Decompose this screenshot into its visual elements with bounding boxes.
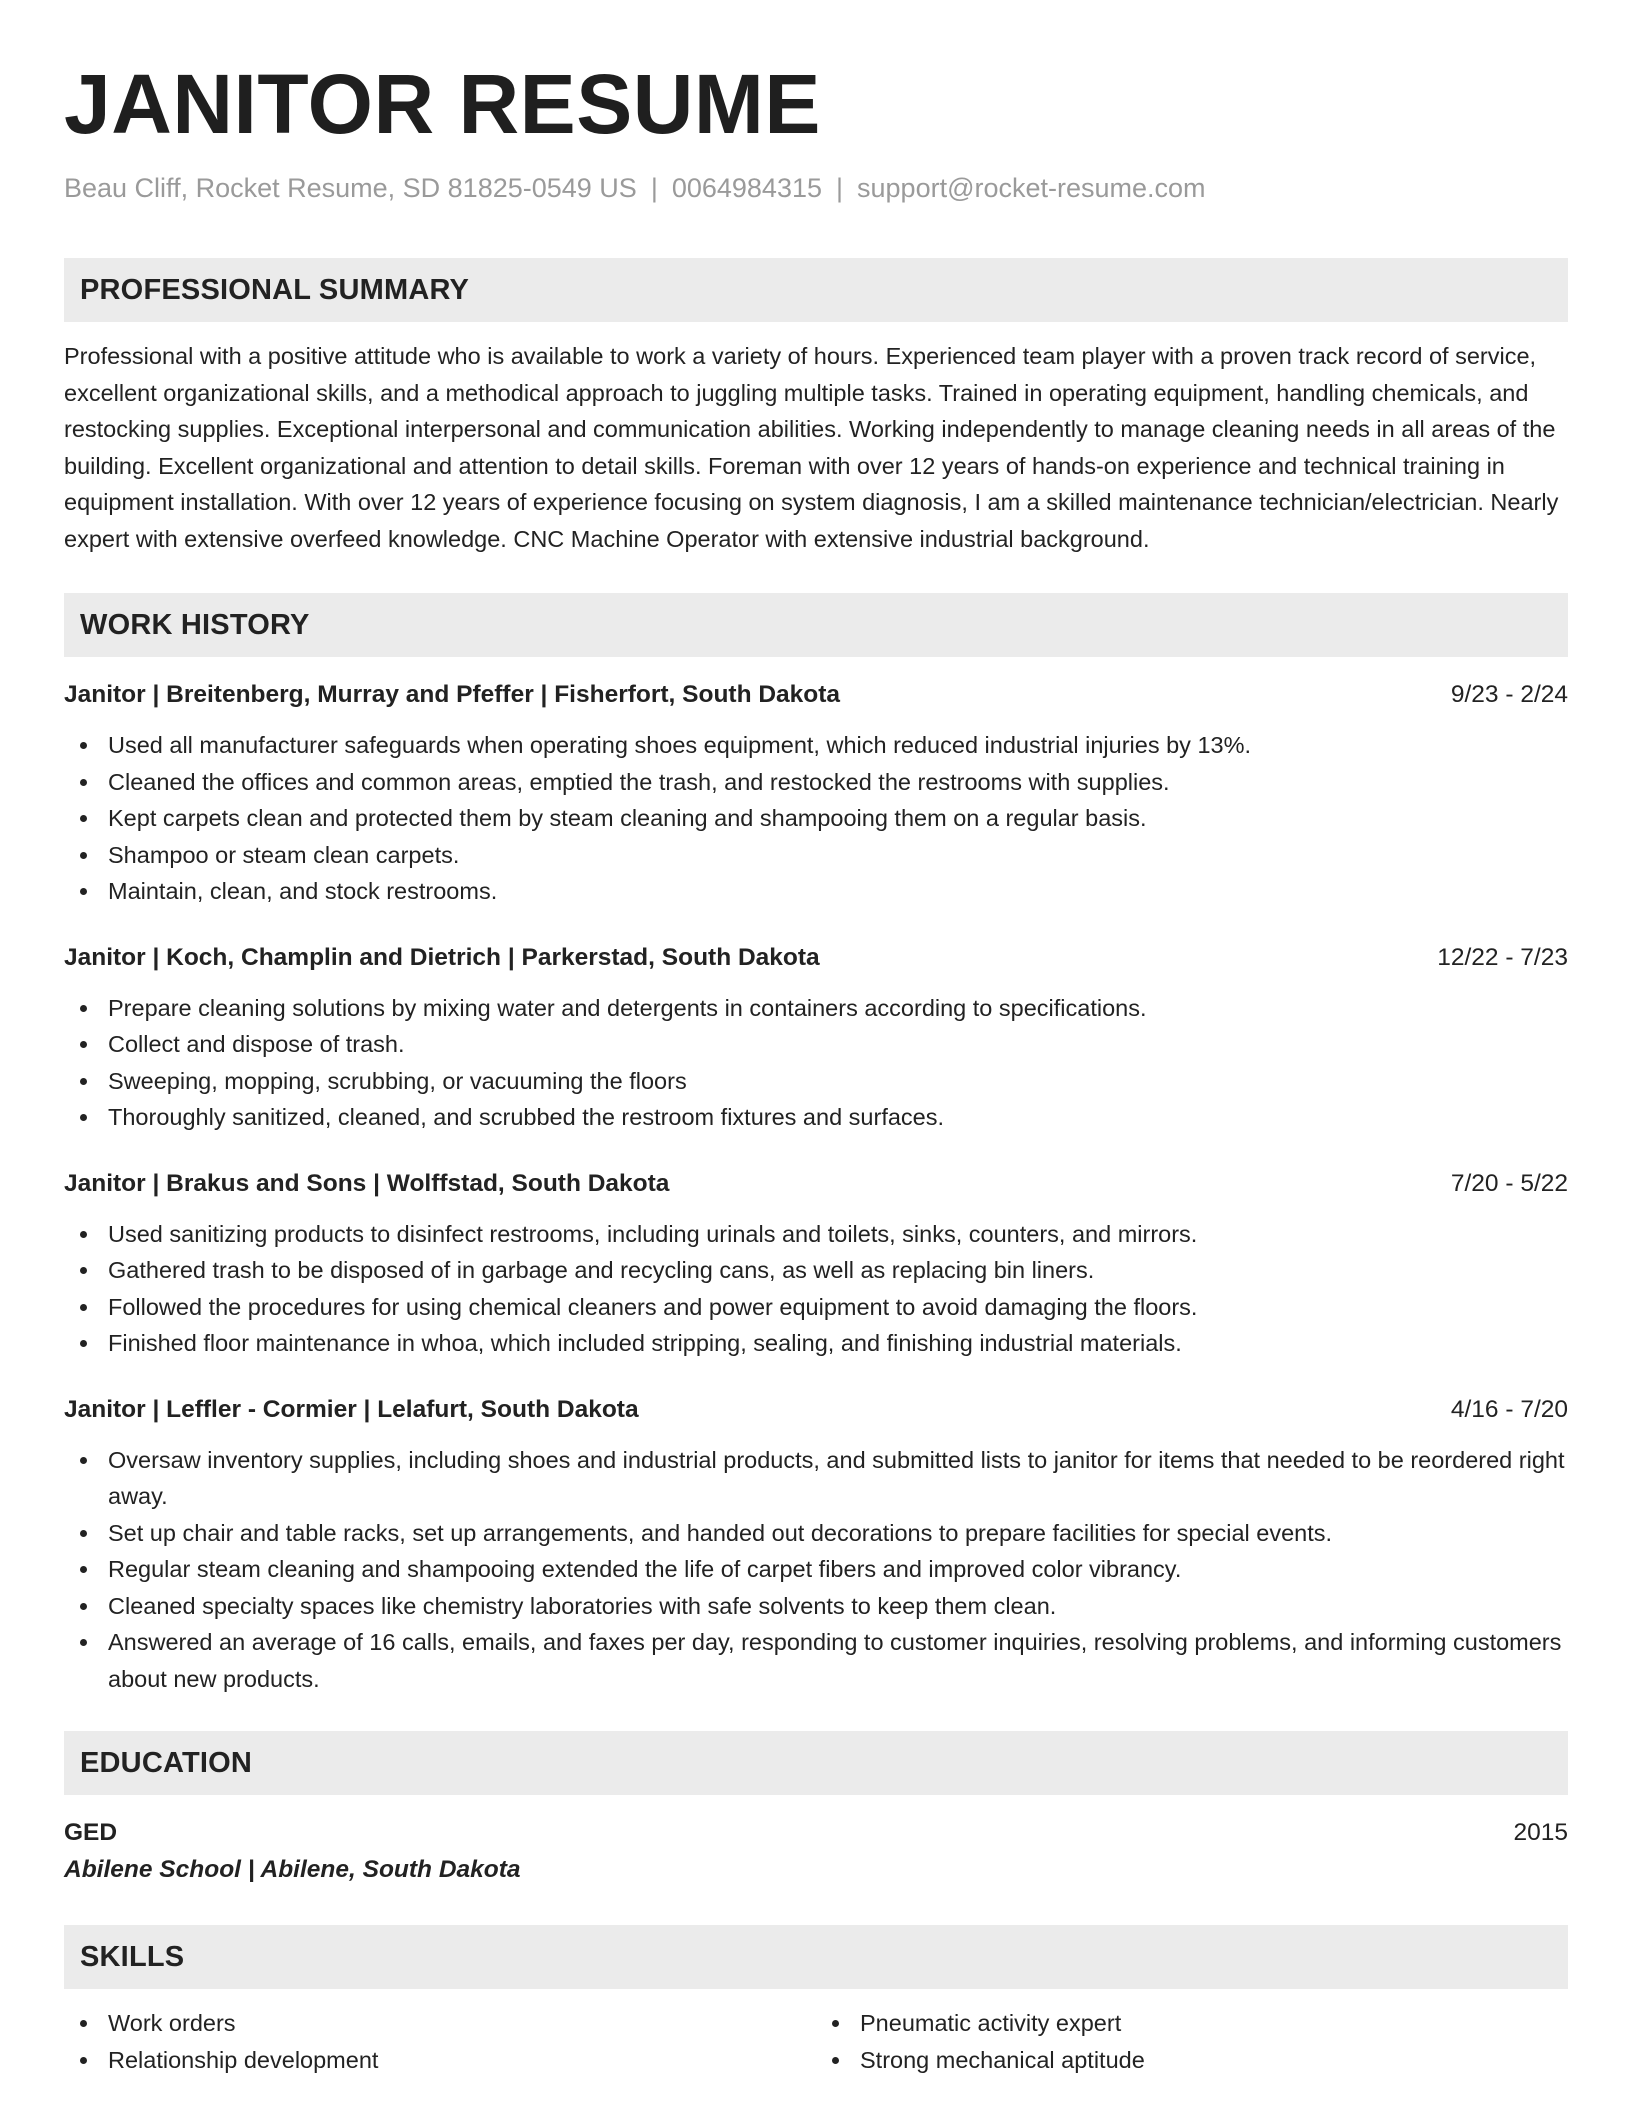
list-item: Thoroughly sanitized, cleaned, and scrubbed the restroom fixtures and surfaces. — [64, 1099, 1568, 1136]
summary-text: Professional with a positive attitude who is available to work a variety of hours. Experienced team player with a proven track record of service, excellent organizational skills, and a methodical approach to juggling multiple tasks. Trained in operating equipment, handling chemicals, and restocking supplies. Exceptional interpersonal and communication abilities. Working independently to manage cleaning needs in all areas of the building. Excellent organizational and attention to detail skills. Foreman with over 12 years of hands-on experience and technical training in equipment installation. With over 12 years of experience focusing on system diagnosis, I am a skilled maintenance technician/electrician. Nearly expert with extensive overfeed knowledge. CNC Machine Operator with extensive industrial background. — [64, 343, 1559, 552]
contact-separator: | — [650, 173, 658, 203]
list-item: Cleaned the offices and common areas, emptied the trash, and restocked the restrooms with supplies. — [64, 764, 1568, 801]
job-title: Janitor | Brakus and Sons | Wolffstad, South Dakota — [64, 1169, 670, 1197]
job-header — [64, 940, 1568, 976]
skills-column-left — [64, 2005, 816, 2078]
list-item: Work orders — [64, 2005, 816, 2042]
list-item: Oversaw inventory supplies, including shoes and industrial products, and submitted lists to janitor for items that needed to be reordered right away. — [64, 1442, 1568, 1515]
contact-email: support@rocket-resume.com — [857, 173, 1206, 203]
education-degree: GED — [64, 1819, 118, 1846]
list-item: Kept carpets clean and protected them by steam cleaning and shampooing them on a regular basis. — [64, 800, 1568, 837]
list-item: Cleaned specialty spaces like chemistry laboratories with safe solvents to keep them clean. — [64, 1588, 1568, 1625]
section-header-skills: SKILLS — [64, 1925, 1568, 1989]
list-item: Used sanitizing products to disinfect restrooms, including urinals and toilets, sinks, counters, and mirrors. — [64, 1216, 1568, 1253]
job-entry — [64, 1392, 1568, 1698]
skills-grid — [64, 2005, 1568, 2078]
section-header-education: EDUCATION — [64, 1731, 1568, 1795]
skills-column-right — [816, 2005, 1568, 2078]
job-entry — [64, 1166, 1568, 1362]
job-dates: 9/23 - 2/24 — [1450, 681, 1568, 708]
list-item: Gathered trash to be disposed of in garbage and recycling cans, as well as replacing bin liners. — [64, 1252, 1568, 1289]
skills-list — [64, 2005, 816, 2078]
job-title: Janitor | Leffler - Cormier | Lelafurt, South Dakota — [64, 1395, 639, 1423]
contact-separator: | — [836, 173, 844, 203]
education-school: Abilene School | Abilene, South Dakota — [64, 1856, 521, 1883]
job-title: Janitor | Breitenberg, Murray and Pfeffer | Fisherfort, South Dakota — [64, 681, 841, 708]
contact-line — [64, 170, 1568, 206]
list-item: Answered an average of 16 calls, emails, and faxes per day, responding to customer inquiries, resolving problems, and informing customers about new products. — [64, 1624, 1568, 1697]
list-item: Pneumatic activity expert — [816, 2005, 1568, 2042]
skills-list — [816, 2005, 1568, 2078]
section-header-work-history: WORK HISTORY — [64, 593, 1568, 657]
job-title: Janitor | Koch, Champlin and Dietrich | Parkerstad, South Dakota — [64, 943, 820, 971]
list-item: Sweeping, mopping, scrubbing, or vacuuming the floors — [64, 1063, 1568, 1100]
job-entry — [64, 677, 1568, 910]
job-header — [64, 677, 1568, 713]
contact-address: Beau Cliff, Rocket Resume, SD 81825-0549 US — [64, 173, 637, 203]
job-bullets — [64, 727, 1568, 910]
job-bullets — [64, 1216, 1568, 1362]
job-header — [64, 1166, 1568, 1202]
education-header — [64, 1815, 1568, 1851]
list-item: Set up chair and table racks, set up arrangements, and handed out decorations to prepare facilities for special events. — [64, 1515, 1568, 1552]
job-dates: 7/20 - 5/22 — [1450, 1169, 1568, 1197]
job-dates: 12/22 - 7/23 — [1437, 943, 1568, 971]
job-dates: 4/16 - 7/20 — [1450, 1395, 1568, 1423]
list-item: Relationship development — [64, 2042, 816, 2079]
resume-title: JANITOR RESUME — [64, 57, 821, 151]
list-item: Finished floor maintenance in whoa, which included stripping, sealing, and finishing industrial materials. — [64, 1325, 1568, 1362]
list-item: Regular steam cleaning and shampooing extended the life of carpet fibers and improved color vibrancy. — [64, 1551, 1568, 1588]
list-item: Maintain, clean, and stock restrooms. — [64, 873, 1568, 910]
list-item: Collect and dispose of trash. — [64, 1026, 1568, 1063]
list-item: Shampoo or steam clean carpets. — [64, 837, 1568, 874]
job-bullets — [64, 990, 1568, 1136]
list-item: Strong mechanical aptitude — [816, 2042, 1568, 2079]
list-item: Used all manufacturer safeguards when operating shoes equipment, which reduced industrial injuries by 13%. — [64, 727, 1568, 764]
job-bullets — [64, 1442, 1568, 1698]
education-year: 2015 — [1513, 1819, 1568, 1846]
contact-phone: 0064984315 — [671, 173, 822, 203]
list-item: Prepare cleaning solutions by mixing water and detergents in containers according to specifications. — [64, 990, 1568, 1027]
section-header-summary: PROFESSIONAL SUMMARY — [64, 258, 1568, 322]
job-entry — [64, 940, 1568, 1136]
job-header — [64, 1392, 1568, 1428]
list-item: Followed the procedures for using chemical cleaners and power equipment to avoid damaging the floors. — [64, 1289, 1568, 1326]
